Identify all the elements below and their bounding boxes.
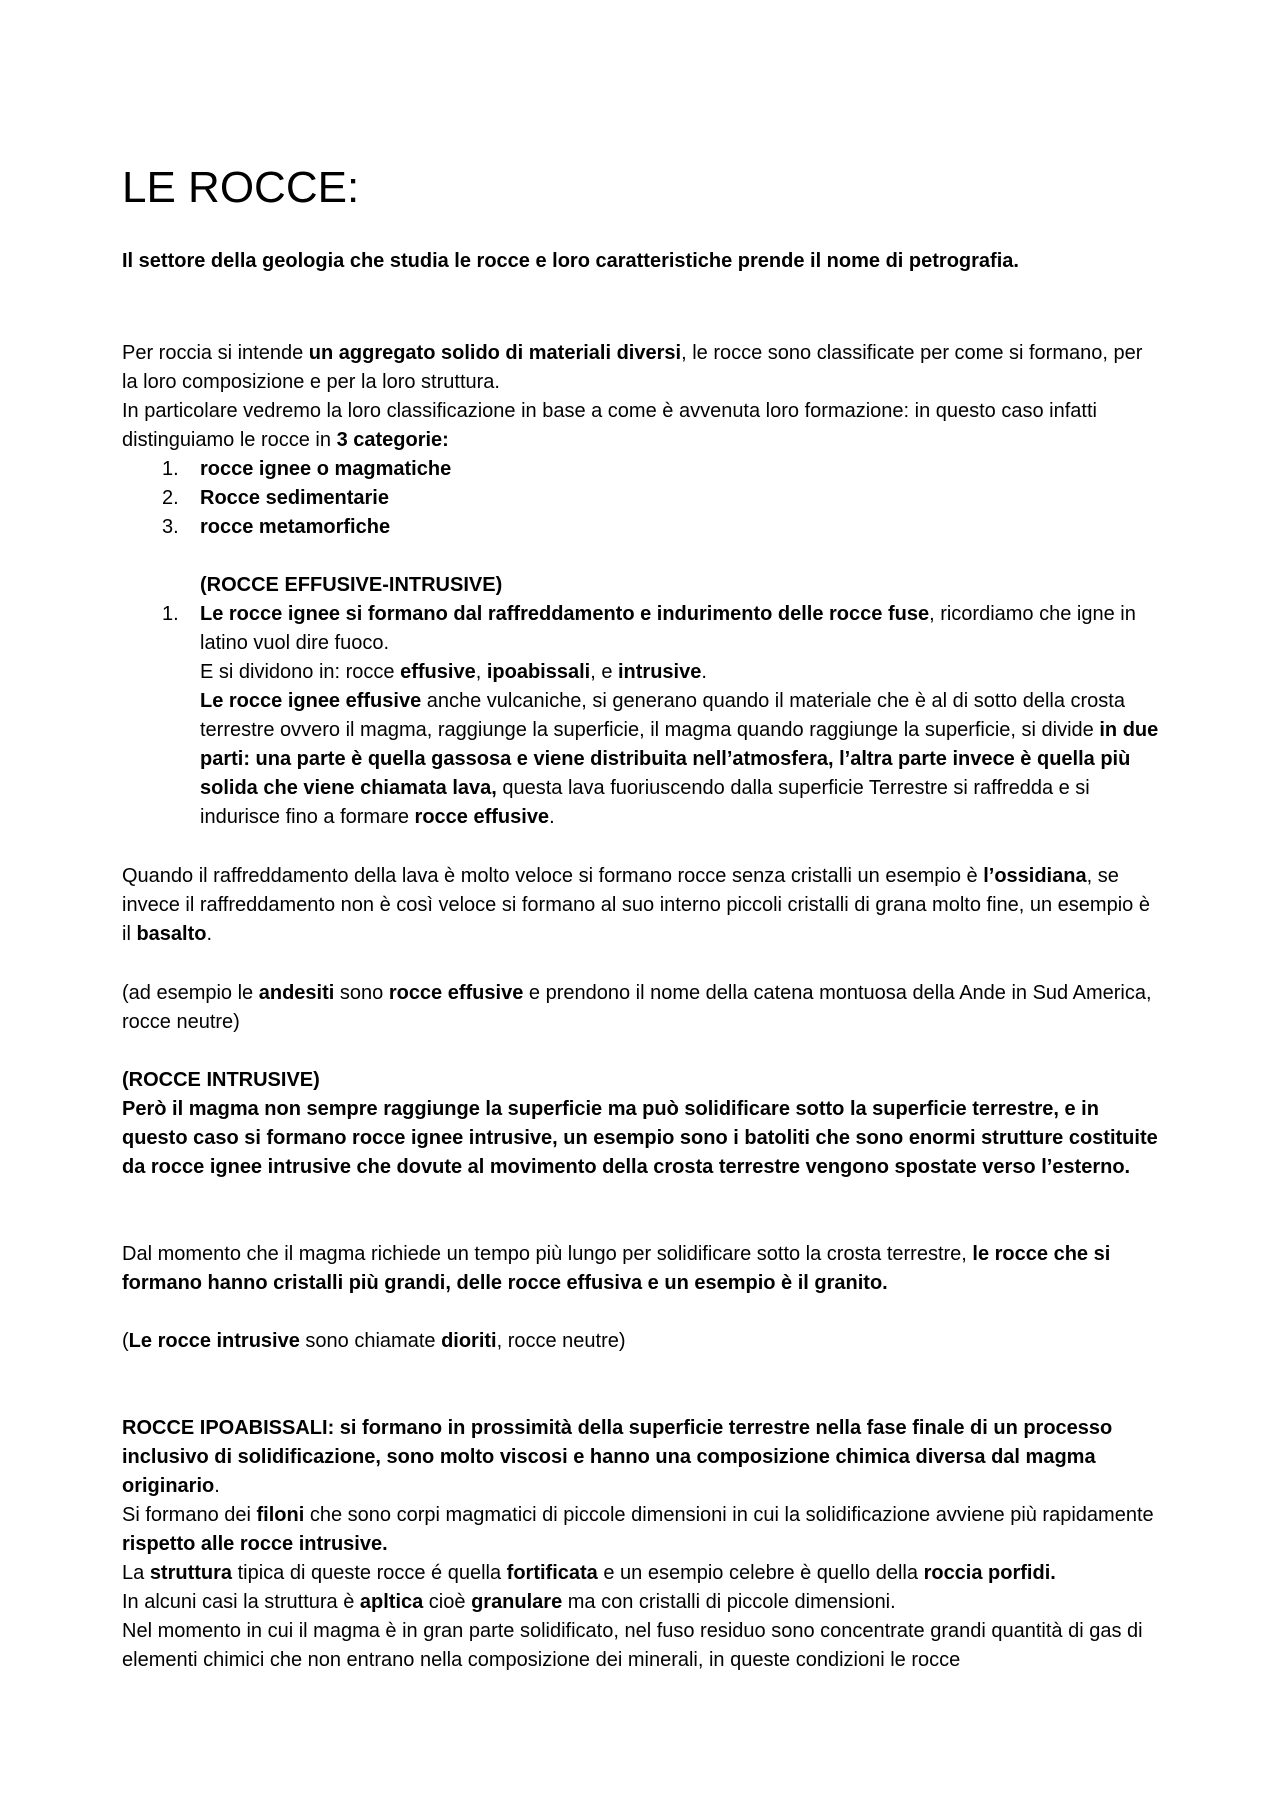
definition-paragraph [122, 339, 1162, 455]
text-run: . [701, 661, 707, 683]
text-run: , [475, 661, 487, 683]
bold-run: Le rocce ignee effusive [200, 690, 422, 712]
list-number: 1. [162, 603, 179, 625]
text-run: , se invece il raffreddamento non è così veloce si formano al suo interno piccoli cristalli di grana molto fine, un esempio è il [122, 865, 1150, 945]
text-run: Quando il raffreddamento della lava è molto veloce si formano rocce senza cristalli un esempio è [122, 865, 984, 887]
list-number: 1. [162, 458, 179, 480]
text-run: Dal momento che il magma richiede un tempo più lungo per solidificare sotto la crosta terrestre, [122, 1243, 973, 1265]
text-run: In particolare vedremo la loro classificazione in base a come è avvenuta loro formazione: in questo caso infatti distinguiamo le rocce in [122, 400, 1097, 451]
text-run: . [549, 806, 555, 828]
text-run: questa lava fuoriuscendo dalla superficie Terrestre si raffredda e si indurisce fino a formare [200, 777, 1090, 828]
text-run: , ricordiamo che igne in latino vuol dire fuoco. [200, 603, 1136, 654]
text-run: tipica di queste rocce é quella [232, 1562, 507, 1584]
text-run: Nel momento in cui il magma è in gran parte solidificato, nel fuso residuo sono concentrate grandi quantità di gas di elementi chimici che non entrano nella composizione dei minerali, in queste condizioni le rocce [122, 1620, 1143, 1671]
andesiti-paragraph [122, 979, 1162, 1037]
ignee-text [200, 600, 1160, 832]
list-label: Rocce sedimentarie [200, 487, 389, 509]
bold-run: dioriti [441, 1330, 497, 1352]
bold-run: filoni [256, 1504, 305, 1526]
bold-run: intrusive [618, 661, 702, 683]
intrusive-section [122, 1066, 1162, 1182]
bold-run: granulare [471, 1591, 563, 1613]
list-number: 2. [162, 487, 179, 509]
intrusive-text: Però il magma non sempre raggiunge la superficie ma può solidificare sotto la superficie terrestre, e in questo caso si formano rocce ignee intrusive, un esempio sono i batoliti che sono enormi strutture costituite da rocce ignee intrusive che dovute al movimento della crosta terrestre vengono spostate verso l’esterno. [122, 1098, 1158, 1178]
bold-run: rocce effusive [388, 982, 524, 1004]
list-number: 3. [162, 516, 179, 538]
bold-run: ipoabissali [486, 661, 591, 683]
dioriti-paragraph [122, 1327, 1162, 1356]
intro-text: Il settore della geologia che studia le rocce e loro caratteristiche prende il nome di petrografia. [122, 250, 1019, 272]
text-run: ( [122, 1330, 129, 1352]
text-run: In alcuni casi la struttura è [122, 1591, 360, 1613]
text-run: , rocce neutre) [496, 1330, 626, 1352]
heading-text: (ROCCE EFFUSIVE-INTRUSIVE) [200, 574, 503, 596]
text-run: ma con cristalli di piccole dimensioni. [562, 1591, 896, 1613]
ipoabissali-section [122, 1414, 1162, 1675]
text-run: sono [334, 982, 389, 1004]
bold-run: le rocce che si formano hanno cristalli più grandi, delle rocce effusiva e un esempio è il granito. [122, 1243, 1111, 1294]
lava-paragraph [122, 862, 1162, 949]
text-run: La [122, 1562, 150, 1584]
bold-run: rocce effusive [414, 806, 550, 828]
text-run: (ad esempio le [122, 982, 259, 1004]
text-run: e prendono il nome della catena montuosa della Ande in Sud America, rocce neutre) [122, 982, 1152, 1033]
bold-run: struttura [149, 1562, 233, 1584]
bold-run: apltica [359, 1591, 424, 1613]
text-run: , e [590, 661, 618, 683]
intrusive-heading: (ROCCE INTRUSIVE) [122, 1069, 320, 1091]
text-run: che sono corpi magmatici di piccole dimensioni in cui la solidificazione avviene più rapidamente [304, 1504, 1154, 1526]
list-label: rocce ignee o magmatiche [200, 458, 452, 480]
text-run: Si formano dei [122, 1504, 257, 1526]
bold-run: basalto [136, 923, 207, 945]
text-run: sono chiamate [299, 1330, 442, 1352]
bold-run: roccia porfidi. [923, 1562, 1056, 1584]
text-run: cioè [423, 1591, 472, 1613]
text-run: , le rocce sono classificate per come si formano, per la loro composizione e per la loro struttura. [122, 342, 1143, 393]
bold-run: ROCCE IPOABISSALI: si formano in prossimità della superficie terrestre nella fase finale di un processo inclusivo di solidificazione, sono molto viscosi e hanno una composizione chimica diversa dal magma originario [122, 1417, 1113, 1497]
text-run: anche vulcaniche, si generano quando il materiale che è al di sotto della crosta terrestre ovvero il magma, raggiunge la superficie, il magma quando raggiunge la superficie, si divide [200, 690, 1125, 741]
bold-run: andesiti [258, 982, 335, 1004]
bold-run: rispetto alle rocce intrusive. [122, 1533, 388, 1555]
bold-run: un aggregato solido di materiali diversi [308, 342, 682, 364]
bold-run: in due parti: una parte è quella gassosa e viene distribuita nell’atmosfera, l’altra parte invece è quella più solida che viene chiamata lava, [200, 719, 1159, 799]
effusive-heading [200, 571, 1162, 600]
page-title: LE ROCCE: [122, 163, 360, 212]
text-run: . [214, 1475, 220, 1497]
bold-run: l’ossidiana [983, 865, 1087, 887]
bold-run: fortificata [506, 1562, 598, 1584]
list-label: rocce metamorfiche [200, 516, 391, 538]
text-run: . [206, 923, 213, 945]
bold-run: 3 categorie: [336, 429, 449, 451]
granito-paragraph [122, 1240, 1162, 1298]
bold-run: Le rocce ignee si formano dal raffreddamento e indurimento delle rocce fuse [200, 603, 930, 625]
text-run: Per roccia si intende [122, 342, 309, 364]
bold-run: effusive [400, 661, 476, 683]
text-run: E si dividono in: rocce [200, 661, 401, 683]
bold-run: Le rocce intrusive [128, 1330, 300, 1352]
text-run: e un esempio celebre è quello della [597, 1562, 924, 1584]
intro-paragraph [122, 247, 1162, 276]
